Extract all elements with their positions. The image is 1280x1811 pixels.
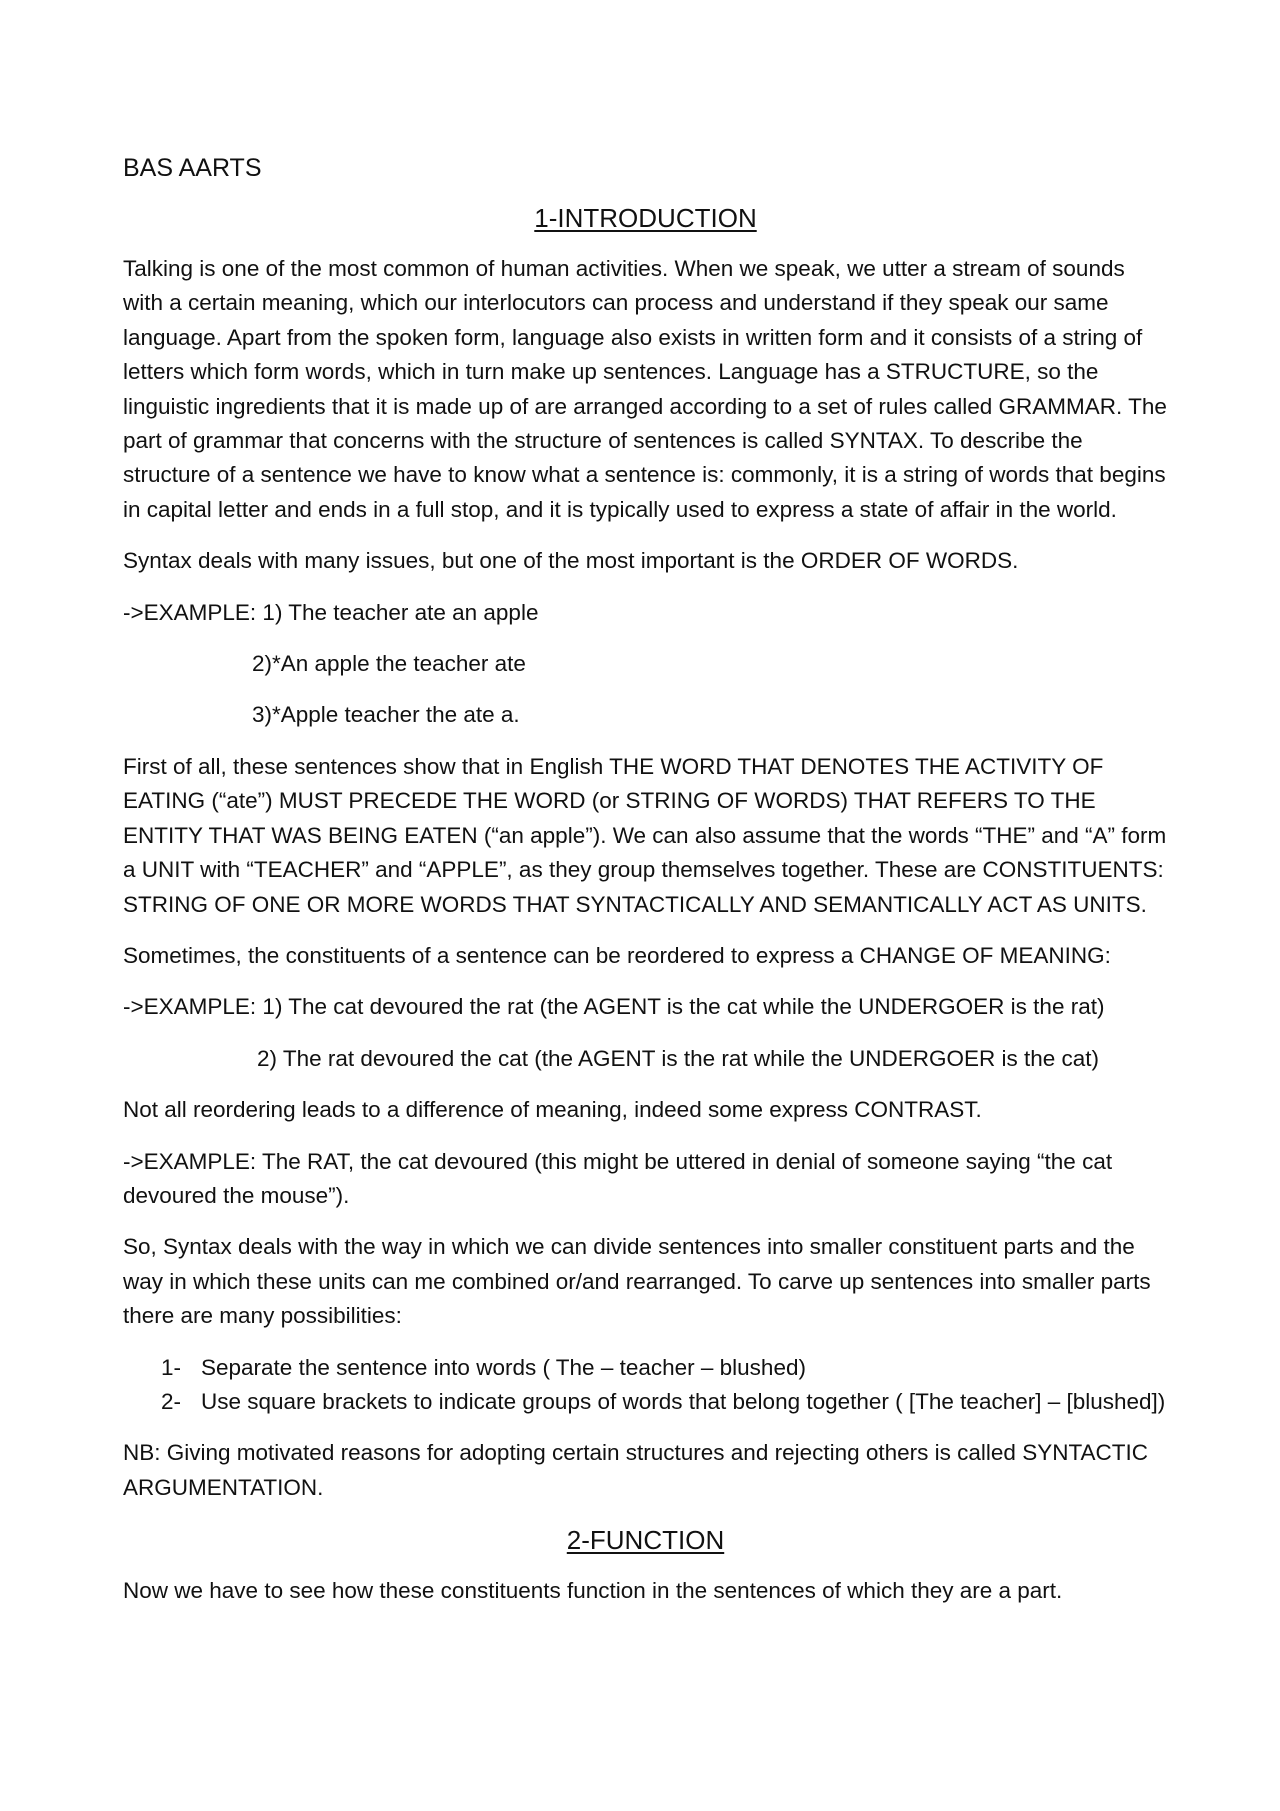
section-heading-introduction: 1-INTRODUCTION	[534, 203, 757, 233]
example-line: 3)*Apple teacher the ate a.	[252, 702, 520, 728]
list-item-number: 1-	[161, 1354, 182, 1380]
list-item	[123, 1385, 1168, 1419]
example-line: ->EXAMPLE: 1) The cat devoured the rat (the AGENT is the cat while the UNDERGOER is the rat)	[123, 994, 1105, 1020]
list-item	[123, 1351, 1168, 1385]
example-line: ->EXAMPLE: The RAT, the cat devoured (this might be uttered in denial of someone saying “the cat devoured the mouse”).	[123, 1148, 1113, 1208]
example-line: 2) The rat devoured the cat (the AGENT is the rat while the UNDERGOER is the cat)	[257, 1045, 1100, 1071]
list-item-text: Separate the sentence into words ( The – teacher – blushed)	[201, 1354, 806, 1380]
intro-paragraph: Talking is one of the most common of human activities. When we speak, we utter a stream of sounds with a certain meaning, which our interlocutors can process and understand if they speak our same language. Apart from the spoken form, language also exists in written form and it consists of a string of letters which form words, which in turn make up sentences. Language has a STRUCTURE, so the linguistic ingredients that it is made up of are arranged according to a set of rules called GRAMMAR. The part of grammar that concerns with the structure of sentences is called SYNTAX. To describe the structure of a sentence we have to know what a sentence is: commonly, it is a string of words that begins in capital letter and ends in a full stop, and it is typically used to express a state of affair in the world.	[123, 256, 1167, 522]
syntax-paragraph: So, Syntax deals with the way in which we can divide sentences into smaller constituent parts and the way in which these units can me combined or/and rearranged. To carve up sentences into smaller parts there are many possibilities:	[123, 1234, 1151, 1329]
function-paragraph: Now we have to see how these constituents function in the sentences of which they are a part.	[123, 1578, 1063, 1604]
example-line: ->EXAMPLE: 1) The teacher ate an apple	[123, 599, 539, 625]
numbered-list	[123, 1351, 1168, 1420]
section-heading-function: 2-FUNCTION	[566, 1525, 725, 1556]
list-item-number: 2-	[161, 1388, 182, 1414]
word-order-paragraph: Syntax deals with many issues, but one of the most important is the ORDER OF WORDS.	[123, 548, 1019, 574]
constituents-paragraph: First of all, these sentences show that in English THE WORD THAT DENOTES THE ACTIVITY OF EATING (“ate”) MUST PRECEDE THE WORD (or STRING OF WORDS) THAT REFERS TO THE ENTITY THAT WAS BEING EATEN (“an apple”). We can also assume that the words “THE” and “A” form a UNIT with “TEACHER” and “APPLE”, as they group themselves together. These are CONSTITUENTS: STRING OF ONE OR MORE WORDS THAT SYNTACTICALLY AND SEMANTICALLY ACT AS UNITS.	[123, 753, 1167, 917]
contrast-paragraph: Not all reordering leads to a difference of meaning, indeed some express CONTRAST.	[123, 1097, 982, 1123]
note-paragraph: NB: Giving motivated reasons for adopting certain structures and rejecting others is called SYNTACTIC ARGUMENTATION.	[123, 1440, 1149, 1500]
meaning-paragraph: Sometimes, the constituents of a sentence can be reordered to express a CHANGE OF MEANING:	[123, 942, 1111, 968]
example-line: 2)*An apple the teacher ate	[252, 651, 526, 677]
list-item-text: Use square brackets to indicate groups of words that belong together ( [The teacher] – [blushed])	[201, 1388, 1166, 1414]
document-page	[123, 150, 1168, 1626]
author-name: BAS AARTS	[123, 154, 262, 182]
